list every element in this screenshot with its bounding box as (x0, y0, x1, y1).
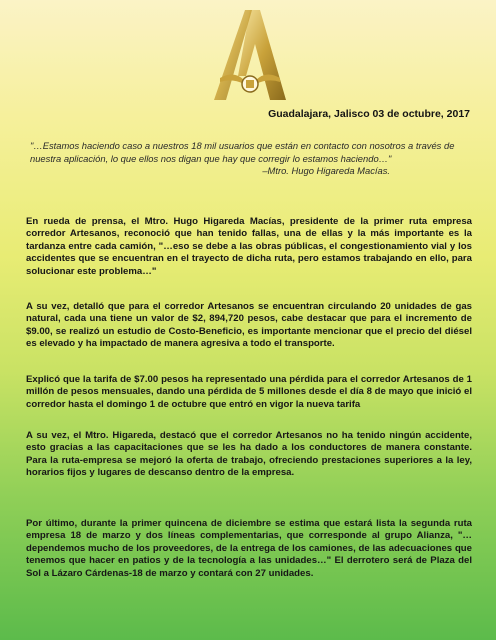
dateline: Guadalajara, Jalisco 03 de octubre, 2017 (268, 108, 470, 120)
body-paragraph-3: Explicó que la tarifa de $7.00 pesos ha representado una pérdida para el corredor Artesanos de 1 millón de pesos mensuales, dando una pérdida de 5 millones desde el día 8 de mayo que inició el corredor hasta el domingo 1 de octubre que entró en vigor la nueva tarifa (26, 373, 472, 410)
body-paragraph-5: Por último, durante la primer quincena de diciembre se estima que estará lista la segunda ruta empresa 18 de marzo y dos líneas complementarias, que corresponde al grupo Alianza, "…dependemos mucho de los proveedores, de la entrega de los camiones, de las adecuaciones que tenemos que hacer en patios y de la tecnología a las unidades…" El derrotero será de Plaza del Sol a Lázaro Cárdenas-18 de marzo y contará con 27 unidades. (26, 517, 472, 579)
pull-quote (30, 140, 470, 178)
body-paragraph-4: A su vez, el Mtro. Higareda, destacó que el corredor Artesanos no ha tenido ningún accidente, esto gracias a las capacitaciones que se les ha dado a los conductores de manera constante. Para la ruta-empresa se mejoró la oferta de trabajo, ofreciendo prestaciones superiores a la ley, horarios fijos y lugares de descanso dentro de la empresa. (26, 429, 472, 479)
logo (212, 8, 288, 104)
quote-author: –Mtro. Hugo Higareda Macías. (262, 165, 390, 176)
body-paragraph-2: A su vez, detalló que para el corredor Artesanos se encuentran circulando 20 unidades de gas natural, cada una tiene un valor de $2, 894,720 pesos, cabe destacar que para el incremento de $9.00, se realizó un estudio de Costo-Beneficio, es importante mencionar que el precio del diésel es elevado y ha impactado de manera agresiva a todo el transporte. (26, 300, 472, 350)
body-paragraph-1: En rueda de prensa, el Mtro. Hugo Higareda Macías, presidente de la primer ruta empresa corredor Artesanos, reconoció que han tenido fallas, una de ellas y la más importante es la tardanza entre cada camión, "…eso se debe a las obras públicas, el congestionamiento vial y los accidentes que se encuentran en el trayecto de dicha ruta, pero estamos trabajando en ello, para solucionar este problema…" (26, 215, 472, 277)
quote-text: "…Estamos haciendo caso a nuestros 18 mil usuarios que están en contacto con nosotros a través de nuestra aplicación, lo que ellos nos digan que hay que corregir lo estamos haciendo…" (30, 140, 455, 164)
letter-a-emblem-icon (212, 8, 288, 104)
